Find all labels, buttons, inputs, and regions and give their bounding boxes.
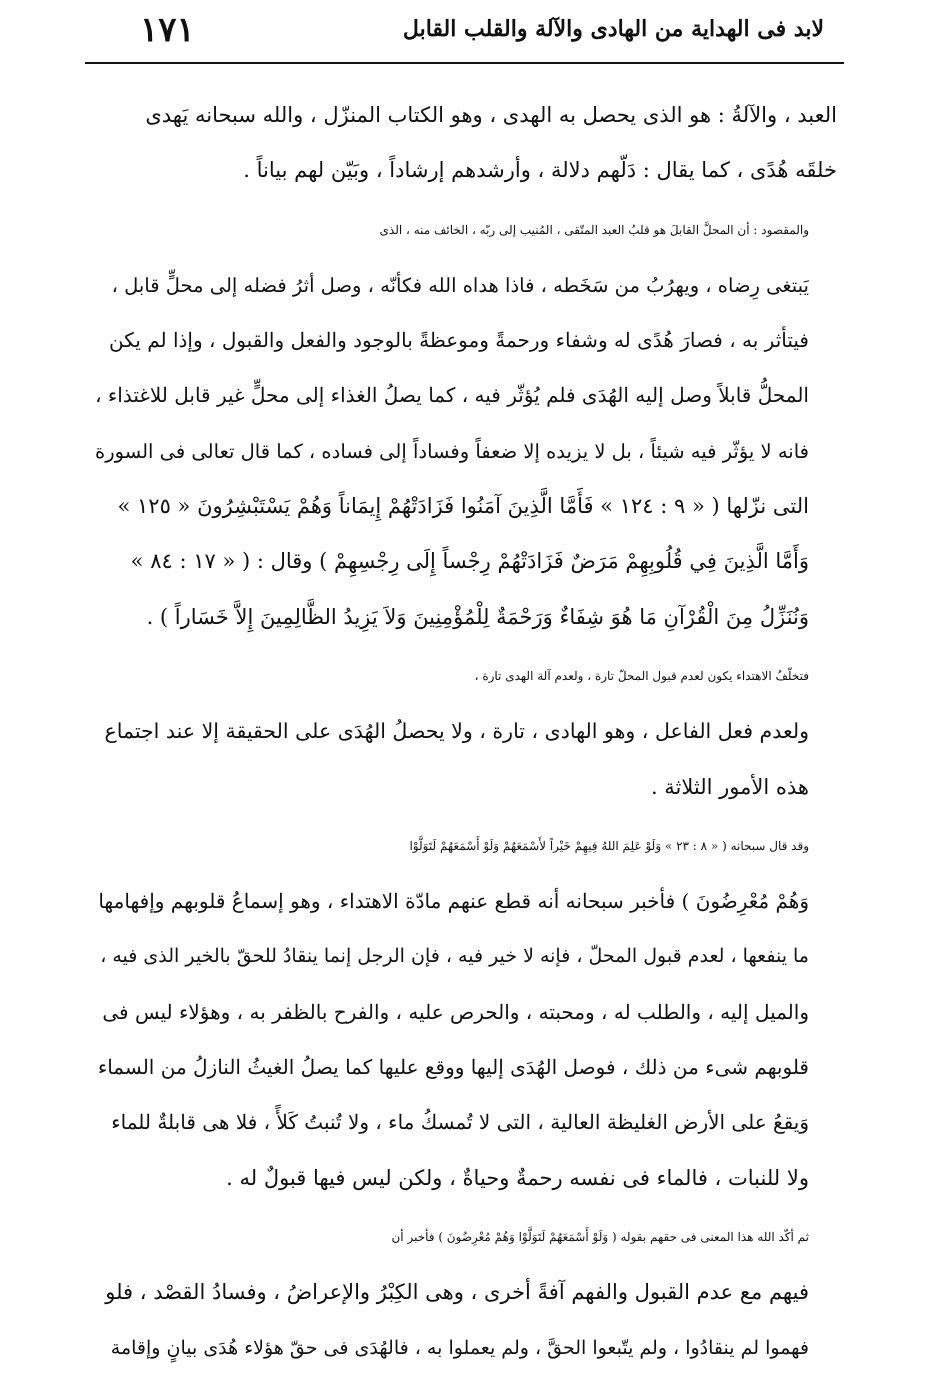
text-line: ما ينفعها ، لعدم قبول المحلّ ، فإنه لا خير فيه ، فإن الرجل إنما ينقادُ للحقّ بالخير الذى فيه ،: [100, 945, 809, 968]
header-rule: [85, 62, 844, 64]
paragraph: [95, 203, 837, 645]
text-line: ولعدم فعل الفاعل ، وهو الهادى ، تارة ، ولا يحصلُ الهُدَى على الحقيقة إلا عند اجتماع: [104, 719, 809, 744]
text-line: فيهم مع عدم القبول والفهم آفةً أخرى ، وهى الكِبْرُ والإعراضُ ، وفسادُ القصْد ، فلو: [105, 1280, 809, 1305]
text-line: وَيقعُ على الأرض الغليظة العالية ، التى لا تُمسكُ ماء ، ولا تُنبتُ كَلأً ، فلا هى قابلةٌ للماء: [111, 1110, 809, 1135]
quran-verse-line: ثم أكّد الله هذا المعنى فى حقهم بقوله ( وَلَوْ أَسْمَعَهُمْ لَتَوَلَّوْا وَهُمْ مُعْرِضُونَ ) فأخبر أن: [391, 1229, 809, 1244]
quran-verse-line: وَأَمَّا الَّذِينَ فِي قُلُوبِهِمْ مَرَضٌ فَزَادَتْهُمْ رِجْساً إِلَى رِجْسِهِمْ ) وقال : ( « ١٧ : ٨٤ »: [130, 549, 809, 574]
page-number: ١٧١: [140, 10, 195, 50]
text-line: فانه لا يؤثّر فيه شيئاً ، بل لا يزيده إلا ضعفاً وفساداً إلى فساده ، كما قال تعالى فى السورة: [95, 439, 809, 463]
text-line: فيتأثر به ، فصارَ هُدًى له وشفاء ورحمةً وموعظةً بالوجود والفعل والقبول ، وإذا لم يكن: [109, 328, 809, 353]
text-line: فهموا لم ينقادُوا ، ولم يتّبعوا الحقَّ ، ولم يعملوا به ، فالهُدَى فى حقّ هؤلاء هُدَى بيانٍ وإقامة: [110, 1336, 809, 1359]
text-line: المحلُّ قابلاً وصل إليه الهُدَى فلم يُؤثّر فيه ، كما يصلُ الغذاء إلى محلٍّ غير قابل للاغتذاء ،: [95, 383, 809, 408]
text-line: والمقصود : أن المحلَّ القابلَ هو قلبُ العبد المتّقى ، المُنيب إلى ربّه ، الخائف منه ، الذى: [379, 222, 809, 237]
quran-verse-line: التى نزّلها ( « ٩ : ١٢٤ » فَأَمَّا الَّذِينَ آمَنُوا فَزَادَتْهُمْ إِيمَاناً وَهُمْ يَسْتَبْشِرُونَ « ١٢٥ »: [117, 494, 809, 519]
paragraph: [95, 819, 837, 1206]
text-line: يَبتغى رِضاه ، ويهرُبُ من سَخَطه ، فاذا هداه الله فكأنّه ، وصل أثرُ فضله إلى محلٍّ قابل ،: [111, 273, 809, 297]
text-line: وَهُمْ مُعْرِضُونَ ) فأخبر سبحانه أنه قطع عنهم مادّة الاهتداء ، وهو إسماعُ قلوبهم وإفهامها: [98, 889, 809, 914]
text-line: والميل إليه ، والطلب له ، ومحبته ، والحرص عليه ، والفرح بالظفر به ، وهؤلاء ليس فى: [102, 999, 809, 1024]
quran-verse-line: وقد قال سبحانه ( « ٨ : ٢٣ » وَلَوْ عَلِمَ اللهُ فِيهِمْ خَيْراً لأَسْمَعَهُمْ وَلَوْ أَسْمَعَهُمْ لَتَوَلَّوْا: [409, 838, 809, 853]
text-line: فتخلّفُ الاهتداء يكون لعدم قبول المحلّ تارة ، ولعدم آلة الهدى تارة ،: [474, 668, 809, 683]
paragraph: [95, 88, 837, 199]
running-title: لابد فى الهداية من الهادى والآلة والقلب القابل: [402, 16, 824, 42]
page-body: [95, 88, 837, 1380]
text-line: هذه الأمور الثلاثة .: [650, 774, 809, 799]
text-line: خلقَه هُدًى ، كما يقال : دَلّهم دلالة ، وأرشدهم إرشاداً ، وبَيّن لهم بياناً .: [243, 158, 837, 183]
paragraph: [95, 1210, 837, 1376]
text-line: قلوبهم شىء من ذلك ، فوصل الهُدَى إليها ووقع عليها كما يصلُ الغيثُ النازلُ من السماء: [97, 1055, 809, 1080]
quran-verse-line: وَنُنَزِّلُ مِنَ الْقُرْآنِ مَا هُوَ شِفَاءٌ وَرَحْمَةٌ لِلْمُؤْمِنِينَ وَلاَ يَزِيدُ الظَّالِمِينَ إِلاَّ خَسَاراً ) .: [146, 604, 809, 629]
text-line: العبد ، والآلةُ : هو الذى يحصل به الهدى ، وهو الكتاب المنزّل ، والله سبحانه يَهدى: [145, 103, 837, 127]
page-header: [85, 8, 844, 53]
text-line: ولا للنبات ، فالماء فى نفسه رحمةٌ وحياةٌ ، ولكن ليس فيها قبولٌ له .: [226, 1165, 809, 1190]
paragraph: [95, 649, 837, 815]
